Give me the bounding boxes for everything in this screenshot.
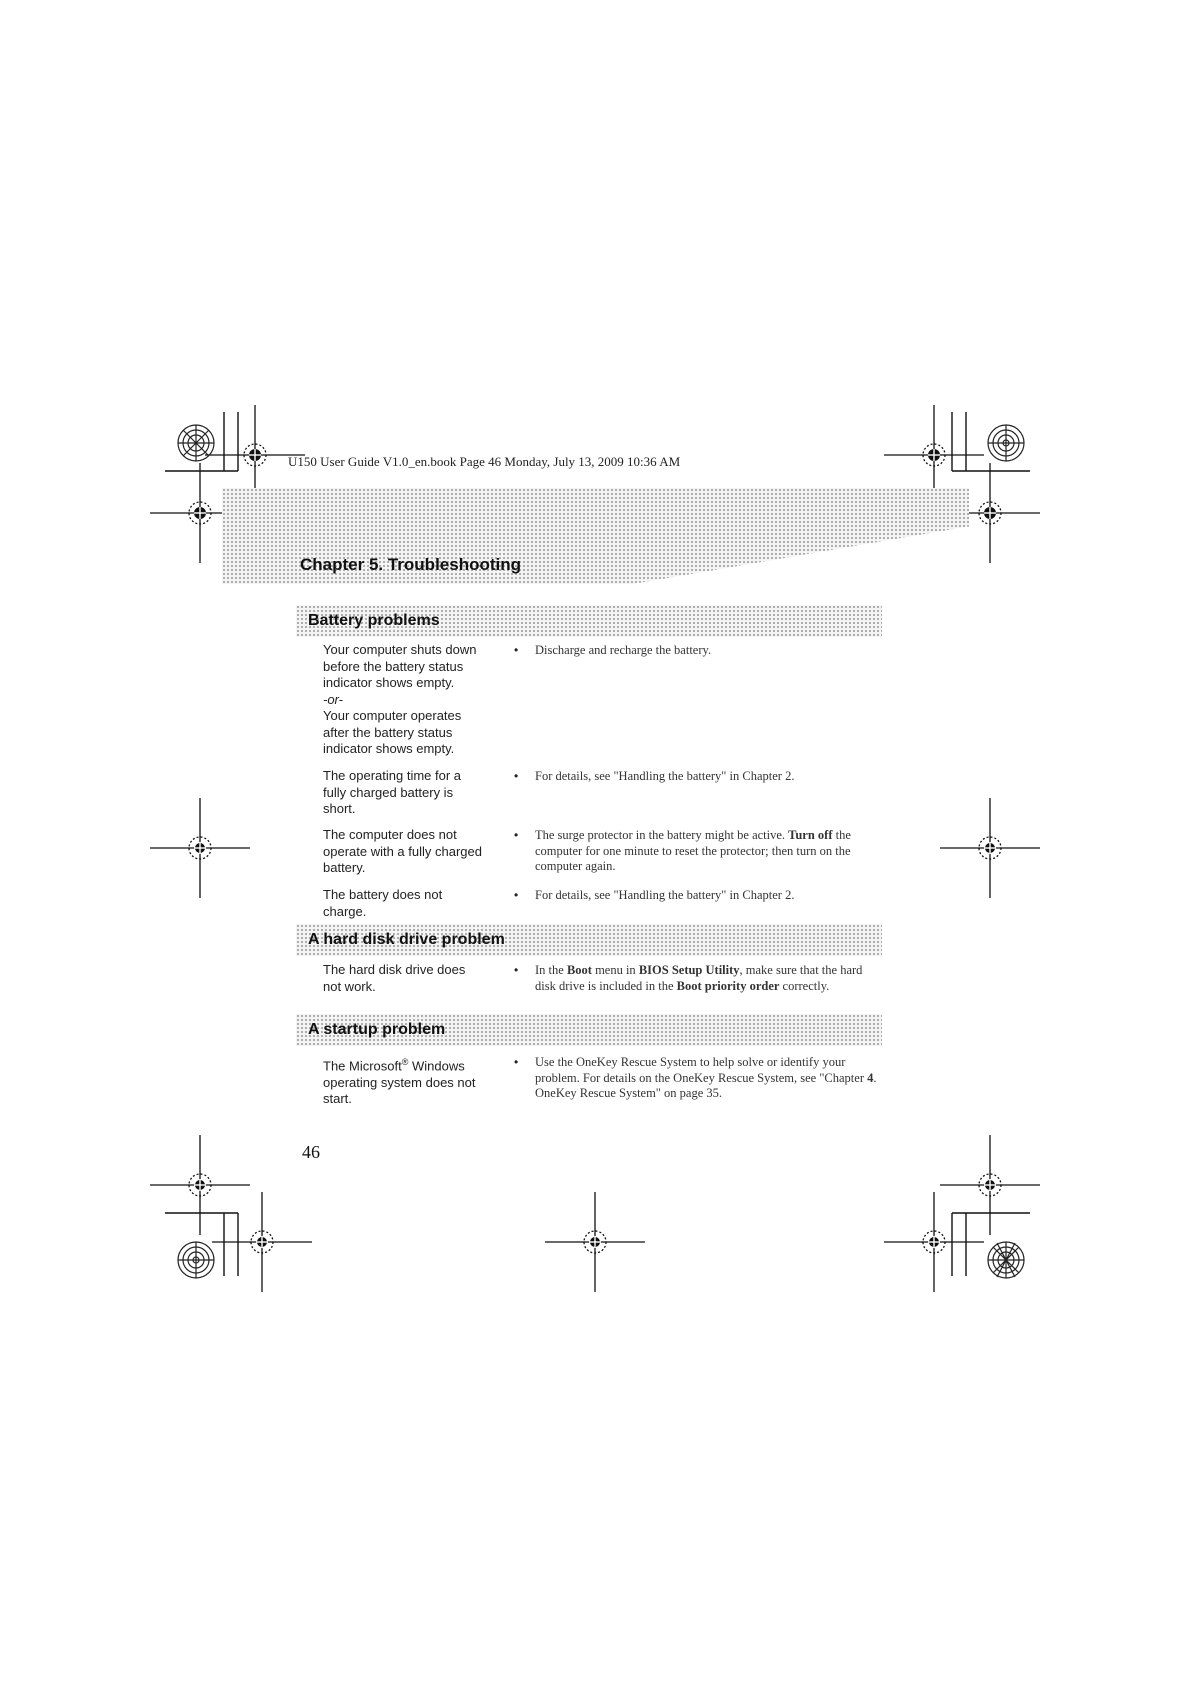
problem-line: after the battery status [323, 724, 453, 740]
problem-text [323, 887, 503, 920]
problem-text [323, 827, 503, 877]
problem-line: operate with a fully charged [323, 843, 482, 859]
registration-crosshair-icon [150, 798, 250, 898]
problem-line: The Microsoft® Windows [323, 1057, 465, 1074]
registration-crosshair-icon [545, 1192, 645, 1292]
circular-ornament-icon [986, 423, 1026, 463]
problem-text [323, 642, 503, 758]
problem-line: Your computer operates [323, 708, 462, 723]
section-title: Battery problems [308, 612, 440, 629]
solution-text: The surge protector in the battery might be active. Turn off the computer for one minute to reset the protector; then turn on the computer again. [535, 828, 851, 873]
bullet-icon: • [514, 769, 519, 783]
problem-line: operating system does not [323, 1074, 476, 1090]
bullet-icon: • [514, 888, 519, 902]
problem-line: The battery does not [323, 887, 443, 902]
section-header-hard-disk [296, 924, 882, 956]
chapter-title: Chapter 5. Troubleshooting [300, 555, 522, 574]
problem-line: The computer does not [323, 827, 457, 842]
problem-line: short. [323, 801, 356, 816]
problem-line: not work. [323, 978, 376, 994]
section-title: A hard disk drive problem [308, 931, 505, 948]
problem-text [323, 962, 503, 995]
circular-ornament-icon [176, 1240, 216, 1280]
registration-crosshair-icon [884, 1192, 984, 1292]
solution-text: Use the OneKey Rescue System to help solve or identify your problem. For details on the OneKey Rescue System, see "Chapter 4. OneKey Rescue System" on page 35. [535, 1055, 877, 1100]
problem-line: The operating time for a [323, 768, 462, 783]
section-header-startup [296, 1014, 882, 1046]
registration-crosshair-icon [212, 1192, 312, 1292]
or-separator: -or- [323, 691, 343, 707]
section-title: A startup problem [308, 1021, 446, 1038]
problem-line: indicator shows empty. [323, 741, 455, 756]
problem-line: Your computer shuts down [323, 642, 477, 657]
bullet-icon: • [514, 963, 519, 977]
problem-line: start. [323, 1091, 352, 1107]
problem-line: fully charged battery is [323, 784, 454, 800]
problem-line: charge. [323, 903, 367, 919]
solution-text: For details, see "Handling the battery" in Chapter 2. [535, 888, 795, 902]
problem-text [323, 768, 503, 818]
problem-line: before the battery status [323, 658, 464, 674]
circular-ornament-icon [176, 423, 216, 463]
problem-line: The hard disk drive does [323, 962, 466, 977]
registration-crosshair-icon [940, 798, 1040, 898]
problem-text [323, 1054, 503, 1108]
problem-line: indicator shows empty. [323, 675, 455, 690]
problem-line: battery. [323, 860, 366, 875]
bullet-icon: • [514, 1055, 519, 1069]
file-slug: U150 User Guide V1.0_en.book Page 46 Monday, July 13, 2009 10:36 AM [288, 454, 681, 469]
section-header-battery [296, 605, 882, 637]
solution-text: For details, see "Handling the battery" in Chapter 2. [535, 769, 795, 783]
circular-ornament-icon [986, 1240, 1026, 1280]
bullet-icon: • [514, 828, 519, 842]
solution-text: In the Boot menu in BIOS Setup Utility, make sure that the hard disk drive is included in the Boot priority order correctly. [535, 963, 863, 993]
bullet-icon: • [514, 643, 519, 657]
solution-text: Discharge and recharge the battery. [535, 643, 712, 657]
page-number: 46 [302, 1142, 320, 1162]
